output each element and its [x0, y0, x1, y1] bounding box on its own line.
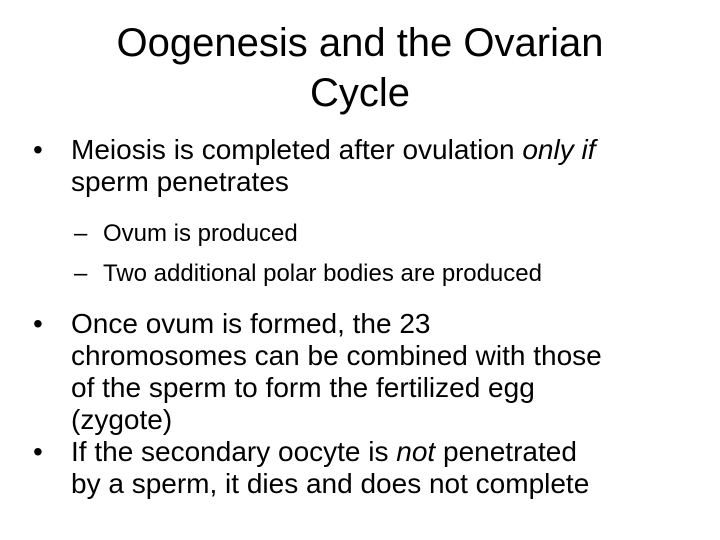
- sub-bullet-ovum: [0, 220, 663, 248]
- bullet-ovum-formed-line1: Once ovum is formed, the 23: [71, 308, 431, 339]
- bullet-list: [0, 134, 720, 500]
- bullet-dot-icon: •: [33, 134, 43, 165]
- bullet-meiosis: [0, 134, 681, 198]
- bullet-ovum-formed-line3: of the sperm to form the fertilized egg: [71, 372, 535, 403]
- bullet-secondary-oocyte-text: If the secondary oocyte is: [71, 436, 397, 467]
- sub-bullet-dash-icon: –: [74, 220, 88, 247]
- bullet-secondary-oocyte-emphasis: not: [396, 436, 436, 467]
- bullet-ovum-formed: [0, 308, 681, 436]
- bullet-dot-icon: •: [33, 308, 43, 339]
- sub-bullet-polar-bodies-text: Two additional polar bodies are produced: [103, 260, 542, 287]
- sub-bullet-dash-icon: –: [74, 260, 88, 287]
- slide-title-line1: Oogenesis and the Ovarian: [116, 21, 604, 65]
- bullet-secondary-oocyte-line2: by a sperm, it dies and does not complete: [71, 468, 590, 499]
- bullet-secondary-oocyte-post: penetrated: [435, 436, 577, 467]
- bullet-meiosis-text: Meiosis is completed after ovulation: [71, 134, 523, 165]
- bullet-secondary-oocyte: [0, 436, 681, 500]
- bullet-meiosis-line2: sperm penetrates: [71, 166, 289, 197]
- sub-bullet-ovum-text: Ovum is produced: [103, 220, 298, 247]
- sub-bullet-group: [0, 220, 720, 288]
- bullet-ovum-formed-line2: chromosomes can be combined with those: [71, 340, 602, 371]
- slide-title-line2: Cycle: [309, 71, 411, 115]
- bullet-meiosis-emphasis: only if: [522, 134, 596, 165]
- slide-title: [60, 18, 660, 118]
- sub-bullet-polar-bodies: [0, 260, 663, 288]
- sub-bullet-list: [0, 220, 720, 288]
- bullet-dot-icon: •: [33, 436, 43, 467]
- bullet-ovum-formed-line4: (zygote): [71, 404, 173, 435]
